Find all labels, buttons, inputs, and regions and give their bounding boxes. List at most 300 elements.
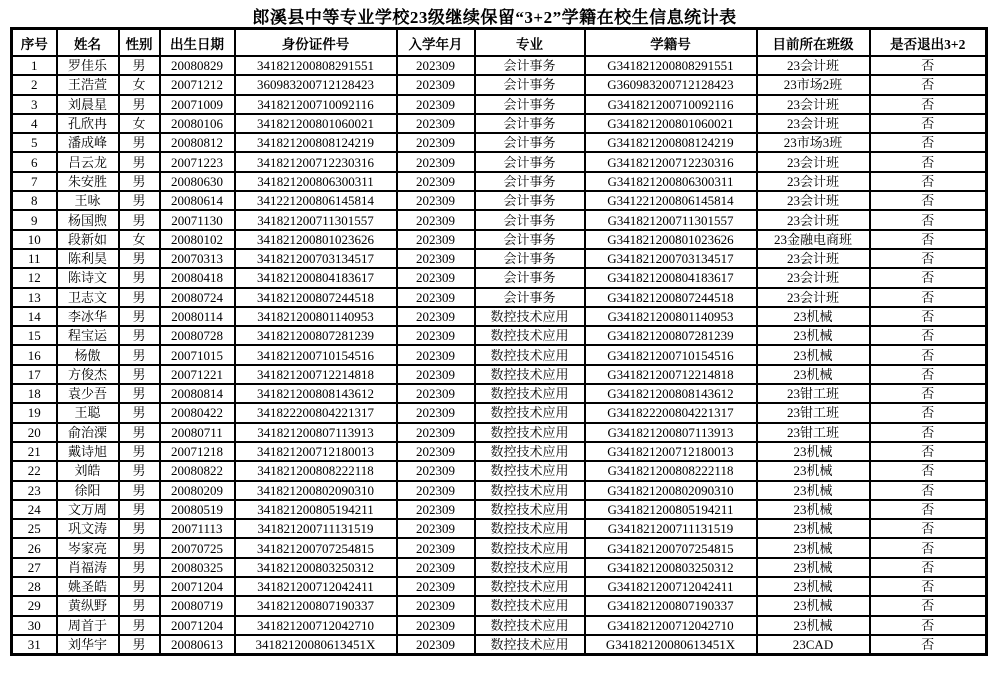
table-cell-enroll-date: 202309 (397, 616, 475, 635)
table-cell-current-class: 23CAD (757, 635, 870, 655)
table-cell-dob: 20080614 (160, 191, 235, 210)
table-cell-quit-3plus2: 否 (870, 423, 987, 442)
table-cell-id-number: 34182120080613451X (235, 635, 397, 655)
table-cell-no: 25 (12, 519, 57, 538)
table-cell-name: 潘成峰 (57, 133, 119, 152)
table-cell-id-number: 341821200807244518 (235, 288, 397, 307)
table-cell-enroll-date: 202309 (397, 423, 475, 442)
table-cell-quit-3plus2: 否 (870, 345, 987, 364)
table-cell-id-number: 341821200710154516 (235, 345, 397, 364)
table-row (12, 249, 987, 268)
table-cell-no: 3 (12, 95, 57, 114)
table-row (12, 519, 987, 538)
table-cell-no: 30 (12, 616, 57, 635)
table-cell-dob: 20071212 (160, 75, 235, 94)
table-cell-current-class: 23钳工班 (757, 403, 870, 422)
table-row (12, 152, 987, 171)
table-cell-no: 26 (12, 538, 57, 557)
table-cell-id-number: 341821200703134517 (235, 249, 397, 268)
table-cell-major: 会计事务 (475, 56, 585, 75)
table-cell-quit-3plus2: 否 (870, 500, 987, 519)
table-cell-current-class: 23机械 (757, 481, 870, 500)
table-cell-no: 10 (12, 230, 57, 249)
table-cell-name: 俞治溧 (57, 423, 119, 442)
table-cell-no: 21 (12, 442, 57, 461)
table-cell-quit-3plus2: 否 (870, 442, 987, 461)
table-cell-id-number: 341821200710092116 (235, 95, 397, 114)
table-cell-id-number: 341821200808291551 (235, 56, 397, 75)
table-cell-no: 19 (12, 403, 57, 422)
table-cell-gender: 男 (119, 616, 160, 635)
table-cell-quit-3plus2: 否 (870, 191, 987, 210)
header-row (12, 29, 987, 57)
table-cell-gender: 男 (119, 56, 160, 75)
table-cell-registration-number: G341821200707254815 (585, 538, 757, 557)
table-row (12, 326, 987, 345)
table-cell-gender: 男 (119, 133, 160, 152)
table-cell-name: 王咏 (57, 191, 119, 210)
table-cell-no: 20 (12, 423, 57, 442)
table-cell-no: 11 (12, 249, 57, 268)
table-cell-no: 12 (12, 268, 57, 287)
table-cell-dob: 20080613 (160, 635, 235, 655)
table-cell-enroll-date: 202309 (397, 249, 475, 268)
table-cell-id-number: 341821200801023626 (235, 230, 397, 249)
table-cell-name: 肖福涛 (57, 558, 119, 577)
table-cell-major: 会计事务 (475, 191, 585, 210)
table-cell-quit-3plus2: 否 (870, 558, 987, 577)
table-cell-no: 31 (12, 635, 57, 655)
table-cell-gender: 男 (119, 152, 160, 171)
table-cell-quit-3plus2: 否 (870, 114, 987, 133)
table-cell-registration-number: G341821200803250312 (585, 558, 757, 577)
table-row (12, 268, 987, 287)
table-cell-gender: 男 (119, 442, 160, 461)
table-row (12, 596, 987, 615)
table-cell-id-number: 341821200805194211 (235, 500, 397, 519)
table-cell-name: 徐阳 (57, 481, 119, 500)
table-cell-major: 会计事务 (475, 114, 585, 133)
table-cell-name: 刘晨星 (57, 95, 119, 114)
table-cell-dob: 20080719 (160, 596, 235, 615)
table-cell-enroll-date: 202309 (397, 519, 475, 538)
column-header-registration-number: 学籍号 (585, 29, 757, 57)
student-table (10, 27, 988, 656)
table-cell-current-class: 23机械 (757, 365, 870, 384)
table-cell-id-number: 341821200808124219 (235, 133, 397, 152)
table-cell-major: 数控技术应用 (475, 635, 585, 655)
table-cell-name: 李冰华 (57, 307, 119, 326)
table-cell-registration-number: G341821200808143612 (585, 384, 757, 403)
table-cell-gender: 男 (119, 307, 160, 326)
table-cell-enroll-date: 202309 (397, 500, 475, 519)
table-cell-enroll-date: 202309 (397, 558, 475, 577)
table-cell-major: 会计事务 (475, 210, 585, 229)
table-cell-name: 文万周 (57, 500, 119, 519)
table-cell-name: 朱安胜 (57, 172, 119, 191)
table-cell-current-class: 23会计班 (757, 152, 870, 171)
table-row (12, 481, 987, 500)
table-cell-current-class: 23会计班 (757, 95, 870, 114)
table-cell-dob: 20080822 (160, 461, 235, 480)
table-row (12, 423, 987, 442)
table-cell-enroll-date: 202309 (397, 95, 475, 114)
table-cell-major: 数控技术应用 (475, 326, 585, 345)
table-cell-dob: 20080209 (160, 481, 235, 500)
table-cell-gender: 男 (119, 558, 160, 577)
page-title: 郎溪县中等专业学校23级继续保留“3+2”学籍在校生信息统计表 (252, 8, 737, 27)
table-row (12, 365, 987, 384)
table-cell-name: 罗佳乐 (57, 56, 119, 75)
table-cell-gender: 男 (119, 95, 160, 114)
table-cell-no: 1 (12, 56, 57, 75)
table-row (12, 56, 987, 75)
table-cell-enroll-date: 202309 (397, 365, 475, 384)
table-cell-major: 会计事务 (475, 268, 585, 287)
table-cell-dob: 20080418 (160, 268, 235, 287)
table-cell-gender: 男 (119, 403, 160, 422)
table-cell-major: 会计事务 (475, 249, 585, 268)
table-cell-gender: 男 (119, 577, 160, 596)
table-cell-major: 数控技术应用 (475, 423, 585, 442)
table-cell-dob: 20080102 (160, 230, 235, 249)
table-cell-major: 数控技术应用 (475, 558, 585, 577)
table-cell-current-class: 23钳工班 (757, 384, 870, 403)
table-cell-major: 数控技术应用 (475, 616, 585, 635)
table-cell-registration-number: G360983200712128423 (585, 75, 757, 94)
table-cell-registration-number: G341821200712042710 (585, 616, 757, 635)
table-cell-dob: 20080106 (160, 114, 235, 133)
table-cell-gender: 女 (119, 114, 160, 133)
table-cell-dob: 20071218 (160, 442, 235, 461)
table-cell-gender: 男 (119, 384, 160, 403)
table-cell-enroll-date: 202309 (397, 538, 475, 557)
table-cell-id-number: 341821200806300311 (235, 172, 397, 191)
table-cell-no: 16 (12, 345, 57, 364)
table-cell-quit-3plus2: 否 (870, 519, 987, 538)
table-cell-id-number: 341821200712042411 (235, 577, 397, 596)
table-cell-gender: 男 (119, 249, 160, 268)
table-cell-current-class: 23会计班 (757, 172, 870, 191)
table-cell-registration-number: G34182120080613451X (585, 635, 757, 655)
table-cell-major: 数控技术应用 (475, 519, 585, 538)
table-row (12, 75, 987, 94)
table-cell-major: 数控技术应用 (475, 384, 585, 403)
table-cell-dob: 20070725 (160, 538, 235, 557)
table-cell-major: 数控技术应用 (475, 596, 585, 615)
table-cell-dob: 20071113 (160, 519, 235, 538)
table-cell-enroll-date: 202309 (397, 114, 475, 133)
table-cell-dob: 20080724 (160, 288, 235, 307)
table-cell-gender: 男 (119, 538, 160, 557)
table-cell-no: 15 (12, 326, 57, 345)
table-row (12, 345, 987, 364)
table-cell-enroll-date: 202309 (397, 172, 475, 191)
table-cell-registration-number: G341821200712230316 (585, 152, 757, 171)
table-cell-gender: 男 (119, 500, 160, 519)
column-header-id-number: 身份证件号 (235, 29, 397, 57)
table-cell-major: 数控技术应用 (475, 365, 585, 384)
table-cell-dob: 20080728 (160, 326, 235, 345)
table-cell-id-number: 341821200802090310 (235, 481, 397, 500)
table-row (12, 403, 987, 422)
table-cell-gender: 男 (119, 596, 160, 615)
table-cell-current-class: 23机械 (757, 307, 870, 326)
table-cell-registration-number: G341821200710154516 (585, 345, 757, 364)
table-cell-id-number: 341821200804183617 (235, 268, 397, 287)
table-cell-major: 数控技术应用 (475, 345, 585, 364)
table-cell-registration-number: G341821200712214818 (585, 365, 757, 384)
table-cell-registration-number: G341821200807244518 (585, 288, 757, 307)
table-cell-enroll-date: 202309 (397, 384, 475, 403)
table-cell-dob: 20071015 (160, 345, 235, 364)
table-cell-quit-3plus2: 否 (870, 326, 987, 345)
table-cell-major: 数控技术应用 (475, 461, 585, 480)
table-cell-current-class: 23机械 (757, 577, 870, 596)
table-cell-quit-3plus2: 否 (870, 616, 987, 635)
table-cell-registration-number: G341821200802090310 (585, 481, 757, 500)
table-cell-registration-number: G341821200807281239 (585, 326, 757, 345)
table-row (12, 577, 987, 596)
table-cell-id-number: 341821200801060021 (235, 114, 397, 133)
table-cell-current-class: 23机械 (757, 345, 870, 364)
table-cell-id-number: 341821200711131519 (235, 519, 397, 538)
table-cell-quit-3plus2: 否 (870, 268, 987, 287)
table-cell-enroll-date: 202309 (397, 326, 475, 345)
table-cell-enroll-date: 202309 (397, 481, 475, 500)
table-cell-current-class: 23机械 (757, 538, 870, 557)
table-cell-name: 岑家亮 (57, 538, 119, 557)
table-body (12, 56, 987, 655)
table-row (12, 384, 987, 403)
table-cell-gender: 男 (119, 326, 160, 345)
table-cell-name: 陈利昊 (57, 249, 119, 268)
table-cell-id-number: 341821200803250312 (235, 558, 397, 577)
table-cell-registration-number: G341821200805194211 (585, 500, 757, 519)
table-cell-quit-3plus2: 否 (870, 288, 987, 307)
table-cell-no: 6 (12, 152, 57, 171)
table-cell-id-number: 341821200712180013 (235, 442, 397, 461)
table-row (12, 114, 987, 133)
table-cell-quit-3plus2: 否 (870, 538, 987, 557)
table-cell-current-class: 23机械 (757, 326, 870, 345)
table-cell-current-class: 23会计班 (757, 56, 870, 75)
table-cell-id-number: 341821200808222118 (235, 461, 397, 480)
table-cell-quit-3plus2: 否 (870, 230, 987, 249)
table-cell-name: 袁少吾 (57, 384, 119, 403)
table-cell-no: 27 (12, 558, 57, 577)
table-cell-no: 9 (12, 210, 57, 229)
table-cell-quit-3plus2: 否 (870, 95, 987, 114)
table-cell-registration-number: G341822200804221317 (585, 403, 757, 422)
table-cell-registration-number: G341821200801060021 (585, 114, 757, 133)
table-cell-registration-number: G341821200807113913 (585, 423, 757, 442)
table-cell-quit-3plus2: 否 (870, 577, 987, 596)
table-cell-registration-number: G341821200703134517 (585, 249, 757, 268)
table-cell-enroll-date: 202309 (397, 307, 475, 326)
table-row (12, 191, 987, 210)
column-header-quit-3plus2: 是否退出3+2 (870, 29, 987, 57)
table-cell-no: 7 (12, 172, 57, 191)
table-cell-dob: 20071221 (160, 365, 235, 384)
table-cell-registration-number: G341821200712180013 (585, 442, 757, 461)
table-cell-current-class: 23钳工班 (757, 423, 870, 442)
table-cell-name: 杨国煦 (57, 210, 119, 229)
table-cell-registration-number: G341821200804183617 (585, 268, 757, 287)
table-cell-dob: 20080114 (160, 307, 235, 326)
table-row (12, 95, 987, 114)
table-cell-quit-3plus2: 否 (870, 307, 987, 326)
table-cell-current-class: 23机械 (757, 519, 870, 538)
table-cell-no: 29 (12, 596, 57, 615)
table-row (12, 172, 987, 191)
table-cell-id-number: 341821200707254815 (235, 538, 397, 557)
table-cell-major: 数控技术应用 (475, 500, 585, 519)
table-cell-enroll-date: 202309 (397, 210, 475, 229)
table-cell-id-number: 341821200711301557 (235, 210, 397, 229)
table-cell-major: 数控技术应用 (475, 538, 585, 557)
table-cell-gender: 男 (119, 365, 160, 384)
table-cell-current-class: 23机械 (757, 461, 870, 480)
table-cell-no: 17 (12, 365, 57, 384)
table-row (12, 133, 987, 152)
table-cell-enroll-date: 202309 (397, 577, 475, 596)
table-cell-dob: 20080325 (160, 558, 235, 577)
table-cell-no: 23 (12, 481, 57, 500)
table-cell-name: 段新如 (57, 230, 119, 249)
table-cell-registration-number: G341821200801023626 (585, 230, 757, 249)
table-cell-major: 会计事务 (475, 133, 585, 152)
table-cell-gender: 男 (119, 519, 160, 538)
table-cell-dob: 20080711 (160, 423, 235, 442)
table-cell-enroll-date: 202309 (397, 461, 475, 480)
table-cell-no: 2 (12, 75, 57, 94)
table-row (12, 230, 987, 249)
table-cell-dob: 20071204 (160, 616, 235, 635)
table-cell-name: 黄纵野 (57, 596, 119, 615)
table-cell-gender: 男 (119, 191, 160, 210)
table-cell-current-class: 23会计班 (757, 114, 870, 133)
table-cell-current-class: 23会计班 (757, 249, 870, 268)
table-row (12, 210, 987, 229)
table-cell-quit-3plus2: 否 (870, 403, 987, 422)
table-cell-major: 会计事务 (475, 95, 585, 114)
table-cell-dob: 20080519 (160, 500, 235, 519)
column-header-dob: 出生日期 (160, 29, 235, 57)
column-header-no: 序号 (12, 29, 57, 57)
table-cell-gender: 男 (119, 210, 160, 229)
table-cell-quit-3plus2: 否 (870, 481, 987, 500)
table-cell-name: 刘皓 (57, 461, 119, 480)
table-cell-enroll-date: 202309 (397, 230, 475, 249)
table-cell-registration-number: G341821200808124219 (585, 133, 757, 152)
table-cell-no: 24 (12, 500, 57, 519)
table-cell-registration-number: G341821200807190337 (585, 596, 757, 615)
table-cell-major: 会计事务 (475, 75, 585, 94)
table-cell-gender: 男 (119, 288, 160, 307)
table-cell-dob: 20080814 (160, 384, 235, 403)
table-cell-name: 王聪 (57, 403, 119, 422)
table-row (12, 500, 987, 519)
table-cell-name: 姚圣皓 (57, 577, 119, 596)
table-cell-current-class: 23市场3班 (757, 133, 870, 152)
table-cell-id-number: 341821200712214818 (235, 365, 397, 384)
table-cell-enroll-date: 202309 (397, 56, 475, 75)
table-cell-name: 程宝运 (57, 326, 119, 345)
table-cell-enroll-date: 202309 (397, 596, 475, 615)
table-cell-no: 14 (12, 307, 57, 326)
table-cell-registration-number: G341821200711301557 (585, 210, 757, 229)
table-cell-quit-3plus2: 否 (870, 384, 987, 403)
table-cell-major: 数控技术应用 (475, 442, 585, 461)
table-cell-id-number: 360983200712128423 (235, 75, 397, 94)
table-cell-enroll-date: 202309 (397, 635, 475, 655)
table-cell-no: 22 (12, 461, 57, 480)
table-cell-quit-3plus2: 否 (870, 172, 987, 191)
table-cell-quit-3plus2: 否 (870, 210, 987, 229)
table-cell-dob: 20080829 (160, 56, 235, 75)
table-cell-no: 18 (12, 384, 57, 403)
table-cell-id-number: 341821200807281239 (235, 326, 397, 345)
table-cell-enroll-date: 202309 (397, 442, 475, 461)
table-cell-name: 周首于 (57, 616, 119, 635)
table-cell-quit-3plus2: 否 (870, 56, 987, 75)
table-cell-id-number: 341821200807113913 (235, 423, 397, 442)
table-cell-enroll-date: 202309 (397, 288, 475, 307)
table-cell-id-number: 341821200712230316 (235, 152, 397, 171)
table-cell-registration-number: G341821200806300311 (585, 172, 757, 191)
table-cell-major: 会计事务 (475, 288, 585, 307)
table-cell-registration-number: G341821200710092116 (585, 95, 757, 114)
table-row (12, 635, 987, 655)
table-cell-current-class: 23会计班 (757, 268, 870, 287)
table-cell-quit-3plus2: 否 (870, 249, 987, 268)
table-cell-name: 卫志文 (57, 288, 119, 307)
table-row (12, 442, 987, 461)
table-cell-quit-3plus2: 否 (870, 133, 987, 152)
table-cell-no: 5 (12, 133, 57, 152)
table-cell-enroll-date: 202309 (397, 191, 475, 210)
table-cell-current-class: 23机械 (757, 596, 870, 615)
table-cell-enroll-date: 202309 (397, 268, 475, 287)
table-cell-enroll-date: 202309 (397, 403, 475, 422)
table-cell-registration-number: G341221200806145814 (585, 191, 757, 210)
table-cell-registration-number: G341821200808291551 (585, 56, 757, 75)
table-cell-gender: 男 (119, 172, 160, 191)
table-row (12, 307, 987, 326)
table-cell-major: 会计事务 (475, 152, 585, 171)
table-cell-enroll-date: 202309 (397, 75, 475, 94)
table-cell-gender: 男 (119, 635, 160, 655)
table-cell-enroll-date: 202309 (397, 345, 475, 364)
table-cell-id-number: 341821200808143612 (235, 384, 397, 403)
table-cell-enroll-date: 202309 (397, 133, 475, 152)
column-header-current-class: 目前所在班级 (757, 29, 870, 57)
table-cell-name: 方俊杰 (57, 365, 119, 384)
table-row (12, 616, 987, 635)
table-cell-no: 4 (12, 114, 57, 133)
table-cell-dob: 20071130 (160, 210, 235, 229)
table-cell-quit-3plus2: 否 (870, 596, 987, 615)
table-cell-name: 王浩萱 (57, 75, 119, 94)
table-cell-gender: 男 (119, 268, 160, 287)
table-cell-dob: 20071204 (160, 577, 235, 596)
table-cell-gender: 女 (119, 230, 160, 249)
table-cell-major: 数控技术应用 (475, 403, 585, 422)
table-cell-major: 会计事务 (475, 172, 585, 191)
table-cell-no: 8 (12, 191, 57, 210)
table-cell-name: 孔欣冉 (57, 114, 119, 133)
